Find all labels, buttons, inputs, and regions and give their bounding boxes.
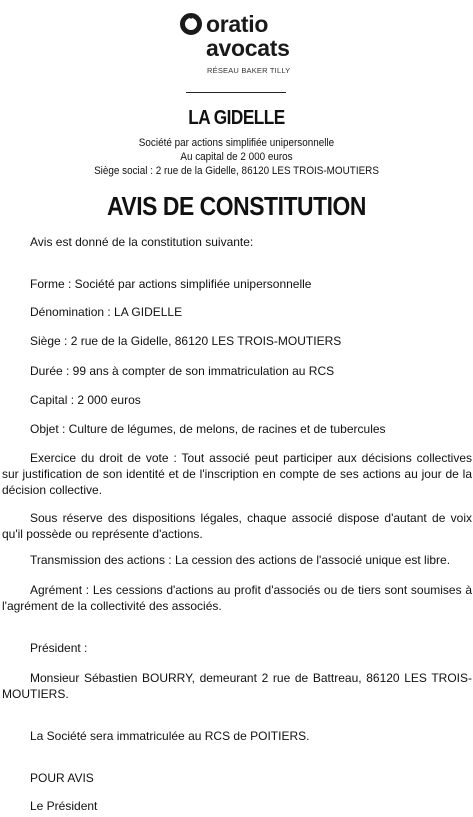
- notice-forme: Forme : Société par actions simplifiée unipersonnelle: [30, 277, 312, 291]
- notice-denomination: Dénomination : LA GIDELLE: [30, 305, 183, 319]
- notice-president-label: Président :: [30, 641, 88, 655]
- oratio-logo-icon: [179, 12, 203, 36]
- company-form: Société par actions simplifiée unipersonnelle: [138, 137, 335, 149]
- header-divider: [186, 92, 286, 93]
- oratio-logo: [179, 10, 299, 80]
- notice-agrement: Agrément : Les cessions d'actions au profit d'associés ou de tiers sont soumises à l'agrément de la collectivité des associés.: [2, 583, 472, 613]
- logo-word-avocats: avocats: [206, 35, 290, 61]
- notice-transmission: Transmission des actions : La cession des actions de l'associé unique est libre.: [30, 553, 451, 567]
- notice-capital: Capital : 2 000 euros: [30, 393, 141, 407]
- company-seat: Siège social : 2 rue de la Gidelle, 86120 LES TROIS-MOUTIERS: [94, 165, 379, 177]
- company-name: LA GIDELLE: [188, 107, 285, 129]
- notice-intro: Avis est donné de la constitution suivante:: [30, 235, 254, 249]
- notice-objet: Objet : Culture de légumes, de melons, de racines et de tubercules: [30, 422, 386, 436]
- notice-siege: Siège : 2 rue de la Gidelle, 86120 LES TROIS-MOUTIERS: [30, 334, 342, 348]
- company-capital: Au capital de 2 000 euros: [180, 151, 293, 163]
- notice-title: AVIS DE CONSTITUTION: [107, 191, 366, 221]
- logo-word-oratio: oratio: [206, 11, 269, 37]
- notice-vote: Exercice du droit de vote : Tout associé peut participer aux décisions collectives sur justification de son identité et de l'inscription en compte de ses actions au jour de la décision collective.: [2, 451, 472, 497]
- notice-duree: Durée : 99 ans à compter de son immatriculation au RCS: [30, 364, 335, 378]
- notice-president-name: Monsieur Sébastien BOURRY, demeurant 2 rue de Battreau, 86120 LES TROIS-MOUTIERS.: [2, 671, 472, 701]
- logo-network: RÉSEAU BAKER TILLY: [207, 66, 291, 75]
- notice-pour-avis: POUR AVIS: [30, 771, 94, 785]
- notice-reserve: Sous réserve des dispositions légales, chaque associé dispose d'autant de voix qu'il possède ou représente d'actions.: [2, 511, 472, 541]
- notice-rcs: La Société sera immatriculée au RCS de POITIERS.: [30, 729, 310, 743]
- notice-signature: Le Président: [30, 799, 98, 813]
